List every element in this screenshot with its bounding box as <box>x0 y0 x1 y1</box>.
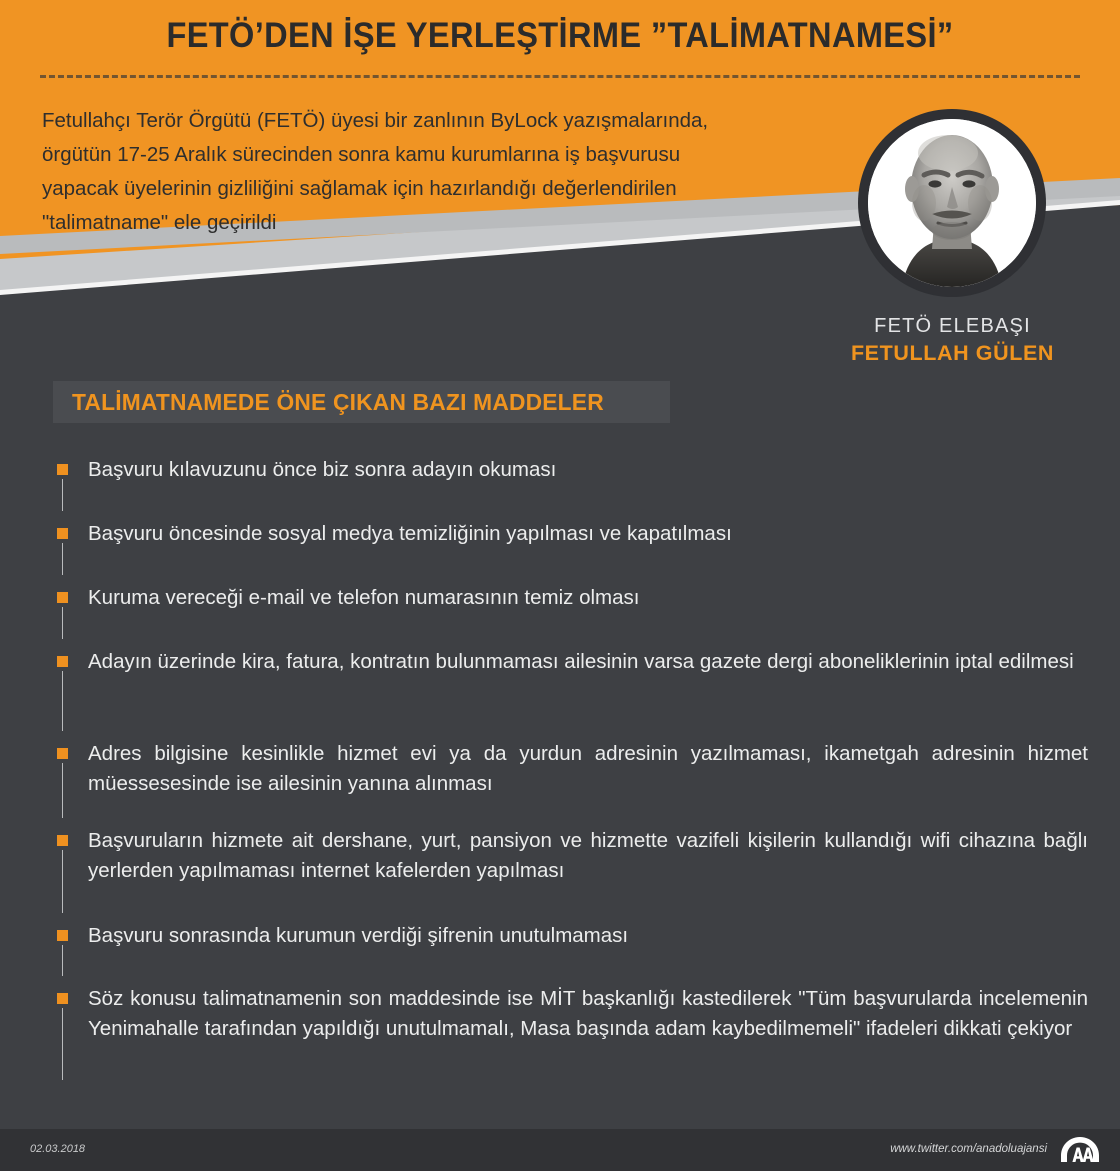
list-item-text: Başvuru öncesinde sosyal medya temizliğinin yapılması ve kapatılması <box>88 522 732 545</box>
list-item <box>57 826 1088 886</box>
bullet-square-icon <box>57 592 68 603</box>
bullet-square-icon <box>57 835 68 846</box>
portrait-name: FETULLAH GÜLEN <box>850 341 1055 365</box>
list-item <box>57 739 1088 799</box>
bullet-connector-line <box>62 607 63 639</box>
bullet-square-icon <box>57 993 68 1004</box>
list-item <box>57 519 1088 549</box>
footer-bar <box>0 1129 1120 1171</box>
footer-twitter-url[interactable]: www.twitter.com/anadoluajansi <box>890 1143 1047 1155</box>
bullet-square-icon <box>57 528 68 539</box>
portrait <box>859 110 1045 296</box>
footer-date: 02.03.2018 <box>30 1143 86 1155</box>
dashed-divider <box>40 75 1080 78</box>
bullet-connector-line <box>62 1008 63 1080</box>
page-title: FETÖ’DEN İŞE YERLEŞTİRME ”TALİMATNAMESİ” <box>166 16 954 55</box>
list-item <box>57 984 1088 1044</box>
portrait-caption <box>800 315 1105 366</box>
bullet-square-icon <box>57 748 68 759</box>
list-item-text: Başvuru sonrasında kurumun verdiği şifrenin unutulmaması <box>88 924 629 947</box>
bullet-square-icon <box>57 656 68 667</box>
list-item <box>57 583 1088 613</box>
list-item-text: Başvuruların hizmete ait dershane, yurt, pansiyon ve hizmette vazifeli kişilerin kullandığı wifi cihazına bağlı yerlerden yapılmaması internet kafelerden yapılması <box>88 829 1088 882</box>
list-item <box>57 455 1088 485</box>
list-item-text: Başvuru kılavuzunu önce biz sonra adayın okuması <box>88 458 557 481</box>
anadolu-agency-logo-icon <box>1058 1136 1102 1164</box>
bullet-connector-line <box>62 479 63 511</box>
portrait-photo <box>868 119 1036 287</box>
list-item-text: Kuruma vereceği e-mail ve telefon numarasının temiz olması <box>88 586 640 609</box>
list-item-text: Adres bilgisine kesinlikle hizmet evi ya da yurdun adresinin yazılmaması, ikametgah adresinin hizmet müessesesinde ise ailesinin yanına alınması <box>88 742 1088 795</box>
bullet-connector-line <box>62 945 63 976</box>
bullet-connector-line <box>62 763 63 818</box>
list-item-text: Adayın üzerinde kira, fatura, kontratın bulunmaması ailesinin varsa gazete dergi aboneliklerinin iptal edilmesi <box>88 650 1074 673</box>
bullet-connector-line <box>62 543 63 575</box>
intro-paragraph: Fetullahçı Terör Örgütü (FETÖ) üyesi bir zanlının ByLock yazışmalarında, örgütün 17-25 Aralık sürecinden sonra kamu kurumlarına iş başvurusu yapacak üyelerinin gizliliğini sağlamak için hazırlandığı değerlendirilen "talimatname" ele geçirildi <box>42 109 709 234</box>
bullet-square-icon <box>57 930 68 941</box>
section-heading: TALİMATNAMEDE ÖNE ÇIKAN BAZI MADDELER <box>72 389 604 415</box>
bullet-connector-line <box>62 850 63 913</box>
list-item <box>57 921 1088 951</box>
list-item-text: Söz konusu talimatnamenin son maddesinde ise MİT başkanlığı kastedilerek "Tüm başvurularda incelemenin Yenimahalle tarafından yapıldığı unutulmamalı, Masa başında adam kaybedilmemeli" ifadeleri dikkati çekiyor <box>88 987 1088 1040</box>
bullet-connector-line <box>62 671 63 731</box>
portrait-role-label: FETÖ ELEBAŞI <box>874 315 1031 337</box>
list-item <box>57 647 1088 677</box>
bullet-square-icon <box>57 464 68 475</box>
